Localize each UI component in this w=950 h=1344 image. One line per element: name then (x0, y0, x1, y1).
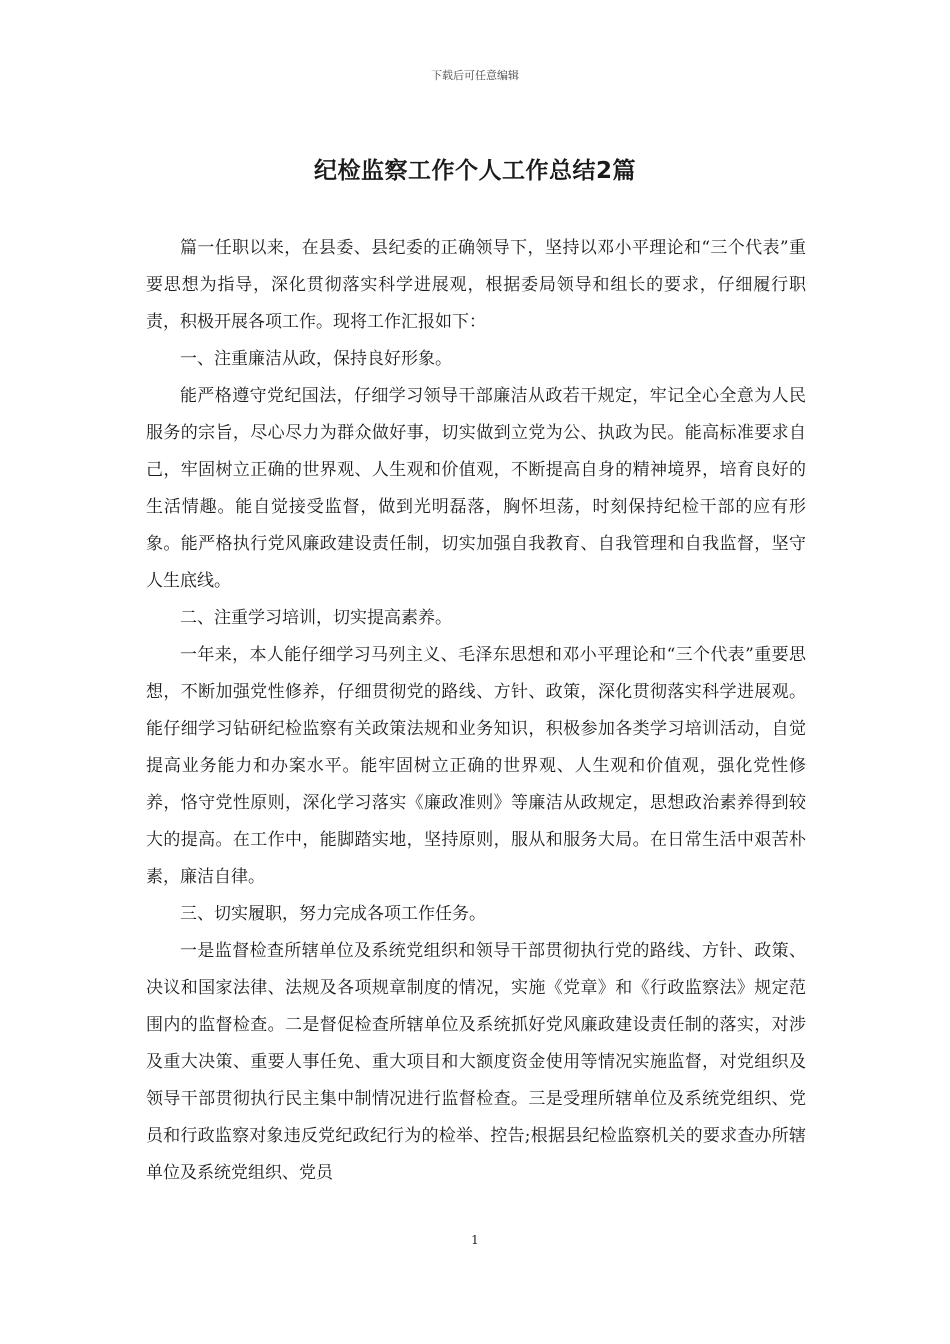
paragraph-section-2: 一年来，本人能仔细学习马列主义、毛泽东思想和邓小平理论和“三个代表”重要思想，不断加强党性修养，仔细贯彻党的路线、方针、政策，深化贯彻落实科学进展观。能仔细学习钻研纪检监察有关政策法规和业务知识，积极参加各类学习培训活动，自觉提高业务能力和办案水平。能牢固树立正确的世界观、人生观和价值观，强化党性修养，恪守党性原则，深化学习落实《廉政准则》等廉洁从政规定，思想政治素养得到较大的提高。在工作中，能脚踏实地，坚持原则，服从和服务大局。在日常生活中艰苦朴素，廉洁自律。 (146, 645, 806, 887)
paragraph-section-1: 能严格遵守党纪国法，仔细学习领导干部廉洁从政若干规定，牢记全心全意为人民服务的宗旨，尽心尽力为群众做好事，切实做到立党为公、执政为民。能高标准要求自己，牢固树立正确的世界观、人生观和价值观，不断提高自身的精神境界，培育良好的生活情趣。能自觉接受监督，做到光明磊落，胸怀坦荡，时刻保持纪检干部的应有形象。能严格执行党风廉政建设责任制，切实加强自我教育、自我管理和自我监督，坚守人生底线。 (146, 386, 806, 591)
document-title: 纪检监察工作个人工作总结2篇 (313, 158, 636, 184)
header-note: 下载后可任意编辑 (431, 69, 519, 82)
section-heading-3: 三、切实履职，努力完成各项工作任务。 (180, 904, 486, 924)
section-heading-2: 二、注重学习培训，切实提高素养。 (180, 608, 452, 628)
section-heading-1: 一、注重廉洁从政，保持良好形象。 (180, 349, 452, 369)
paragraph-section-3: 一是监督检查所辖单位及系统党组织和领导干部贯彻执行党的路线、方针、政策、决议和国家法律、法规及各项规章制度的情况，实施《党章》和《行政监察法》规定范围内的监督检查。二是督促检查所辖单位及系统抓好党风廉政建设责任制的落实，对涉及重大决策、重要人事任免、重大项目和大额度资金使用等情况实施监督，对党组织及领导干部贯彻执行民主集中制情况进行监督检查。三是受理所辖单位及系统党组织、党员和行政监察对象违反党纪政纪行为的检举、控告;根据县纪检监察机关的要求查办所辖单位及系统党组织、党员 (146, 941, 806, 1183)
paragraph-intro: 篇一任职以来，在县委、县纪委的正确领导下，坚持以邓小平理论和“三个代表”重要思想为指导，深化贯彻落实科学进展观，根据委局领导和组长的要求，仔细履行职责，积极开展各项工作。现将工作汇报如下： (146, 238, 806, 332)
page-number: 1 (471, 1233, 479, 1247)
document-body (146, 230, 806, 1192)
